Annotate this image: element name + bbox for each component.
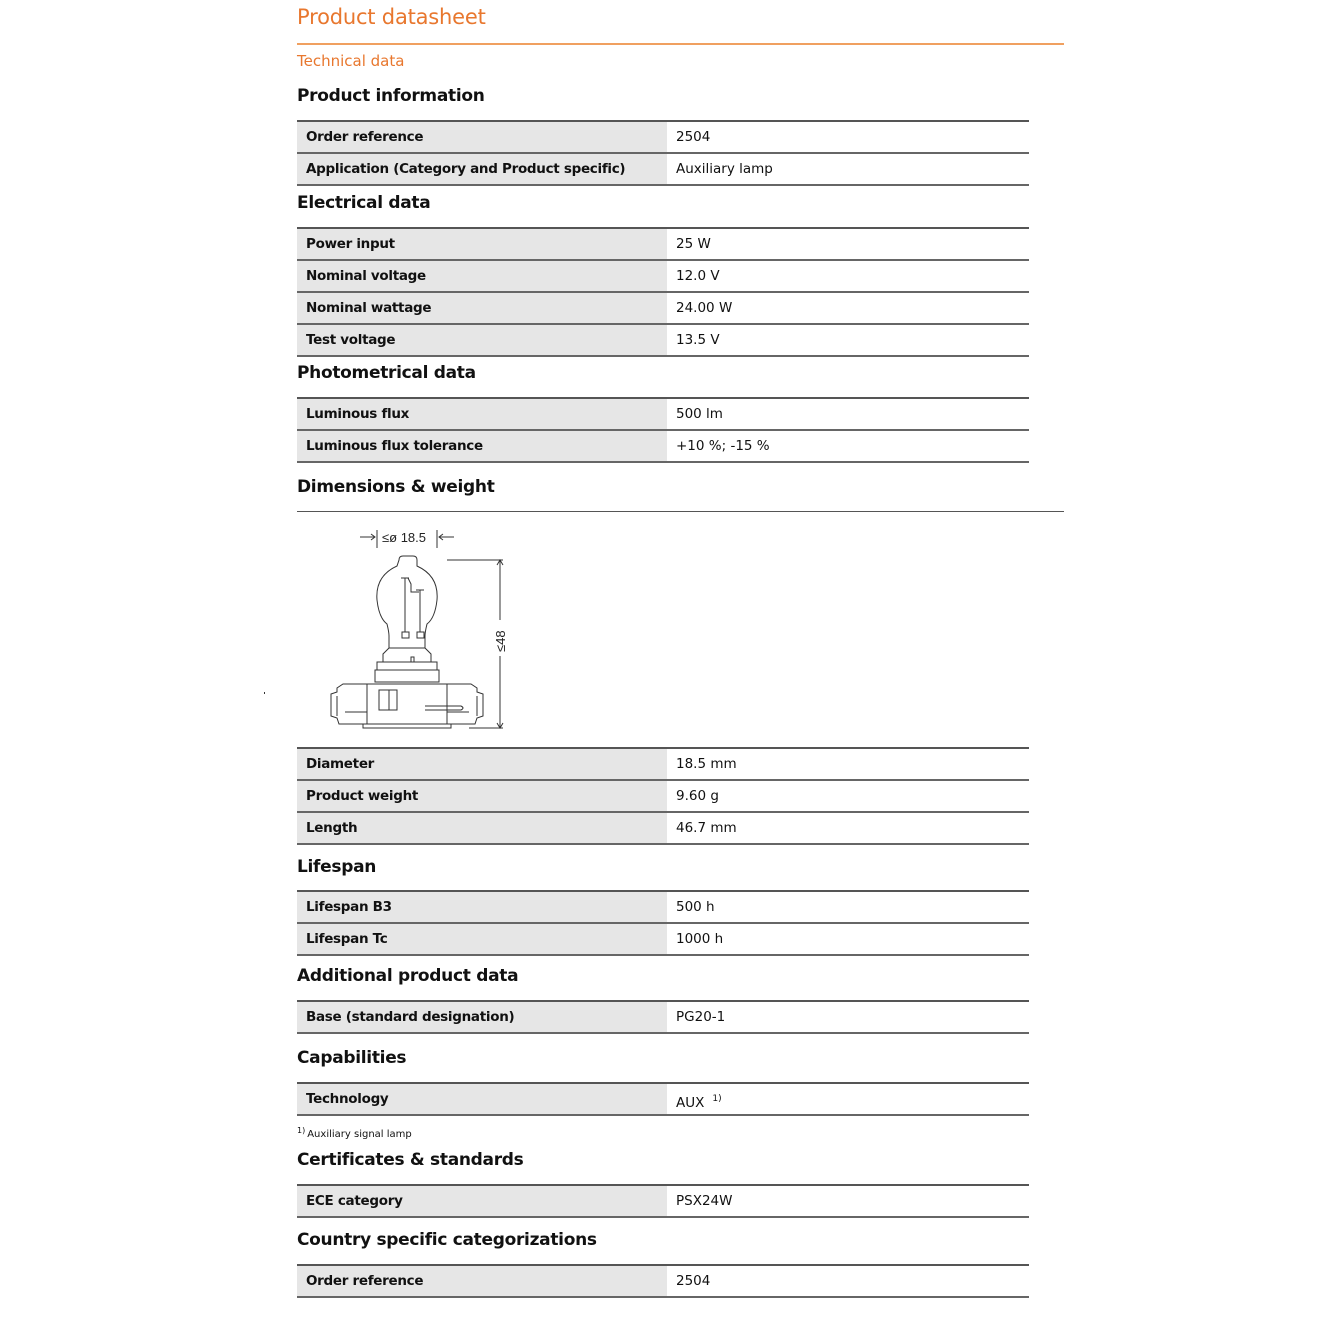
footnote-text: Auxiliary signal lamp (307, 1129, 412, 1140)
svg-text:≤48: ≤48 (493, 630, 508, 652)
table-row (297, 924, 1029, 956)
row-value: 46.7 mm (676, 820, 737, 836)
row-label: Base (standard designation) (297, 1002, 667, 1032)
row-value: 2504 (676, 129, 711, 145)
row-label: Product weight (297, 781, 667, 811)
footnote-mark: 1) (712, 1094, 722, 1104)
title-divider (297, 43, 1064, 45)
table-country-specific-categorizations (297, 1264, 1029, 1298)
row-value: 500 lm (676, 406, 723, 422)
page-subtitle: Technical data (297, 52, 405, 70)
row-label: Lifespan B3 (297, 892, 667, 922)
value-text: AUX (676, 1095, 705, 1111)
dimensions-divider (297, 511, 1064, 512)
stray-mark (264, 692, 265, 694)
table-row (297, 229, 1029, 261)
section-title-country-specific-categorizations: Country specific categorizations (297, 1230, 597, 1250)
table-photometrical-data (297, 397, 1029, 463)
footnote (297, 1126, 412, 1140)
row-label: Test voltage (297, 325, 667, 355)
table-row (297, 431, 1029, 463)
row-label: Length (297, 813, 667, 843)
section-title-dimensions-weight: Dimensions & weight (297, 477, 495, 497)
table-electrical-data (297, 227, 1029, 357)
table-row (297, 1084, 1029, 1116)
row-label: Diameter (297, 749, 667, 779)
table-row (297, 1266, 1029, 1298)
table-row (297, 1186, 1029, 1218)
table-row (297, 325, 1029, 357)
row-value: 18.5 mm (676, 756, 737, 772)
section-title-electrical-data: Electrical data (297, 193, 431, 213)
section-title-additional-product-data: Additional product data (297, 966, 519, 986)
section-title-certificates-standards: Certificates & standards (297, 1150, 524, 1170)
row-value: 2504 (676, 1273, 711, 1289)
table-row (297, 1002, 1029, 1034)
lamp-dimension-drawing-icon (327, 520, 547, 740)
section-title-lifespan: Lifespan (297, 857, 377, 877)
row-value: 12.0 V (676, 268, 720, 284)
table-row (297, 892, 1029, 924)
row-value (667, 1084, 1029, 1114)
table-row (297, 399, 1029, 431)
table-row (297, 813, 1029, 845)
table-row (297, 261, 1029, 293)
table-row (297, 154, 1029, 186)
row-value: Auxiliary lamp (676, 161, 773, 177)
row-label: Luminous flux tolerance (297, 431, 667, 461)
section-title-product-information: Product information (297, 86, 485, 106)
footnote-mark: 1) (297, 1126, 306, 1135)
row-label: Order reference (297, 1266, 667, 1296)
section-title-photometrical-data: Photometrical data (297, 363, 476, 383)
row-value: PSX24W (676, 1193, 733, 1209)
table-row (297, 293, 1029, 325)
row-value: 1000 h (676, 931, 724, 947)
row-label: Power input (297, 229, 667, 259)
table-certificates-standards (297, 1184, 1029, 1218)
row-label: Application (Category and Product specific) (297, 154, 667, 184)
row-value: 25 W (676, 236, 711, 252)
table-row (297, 749, 1029, 781)
table-row (297, 122, 1029, 154)
row-value: 500 h (676, 899, 715, 915)
row-label: ECE category (297, 1186, 667, 1216)
row-label: Technology (297, 1084, 667, 1114)
table-capabilities (297, 1082, 1029, 1116)
section-title-capabilities: Capabilities (297, 1048, 407, 1068)
row-value: +10 %; -15 % (676, 438, 770, 454)
row-label: Luminous flux (297, 399, 667, 429)
table-lifespan (297, 890, 1029, 956)
row-label: Lifespan Tc (297, 924, 667, 954)
row-value: PG20-1 (676, 1009, 726, 1025)
row-label: Order reference (297, 122, 667, 152)
table-row (297, 781, 1029, 813)
page-title: Product datasheet (297, 5, 486, 29)
row-value: 13.5 V (676, 332, 720, 348)
table-product-information (297, 120, 1029, 186)
svg-text:≤ø 18.5: ≤ø 18.5 (382, 530, 426, 545)
row-value: 9.60 g (676, 788, 719, 804)
table-dimensions-weight (297, 747, 1029, 845)
row-value: 24.00 W (676, 300, 733, 316)
table-additional-product-data (297, 1000, 1029, 1034)
row-label: Nominal wattage (297, 293, 667, 323)
row-label: Nominal voltage (297, 261, 667, 291)
